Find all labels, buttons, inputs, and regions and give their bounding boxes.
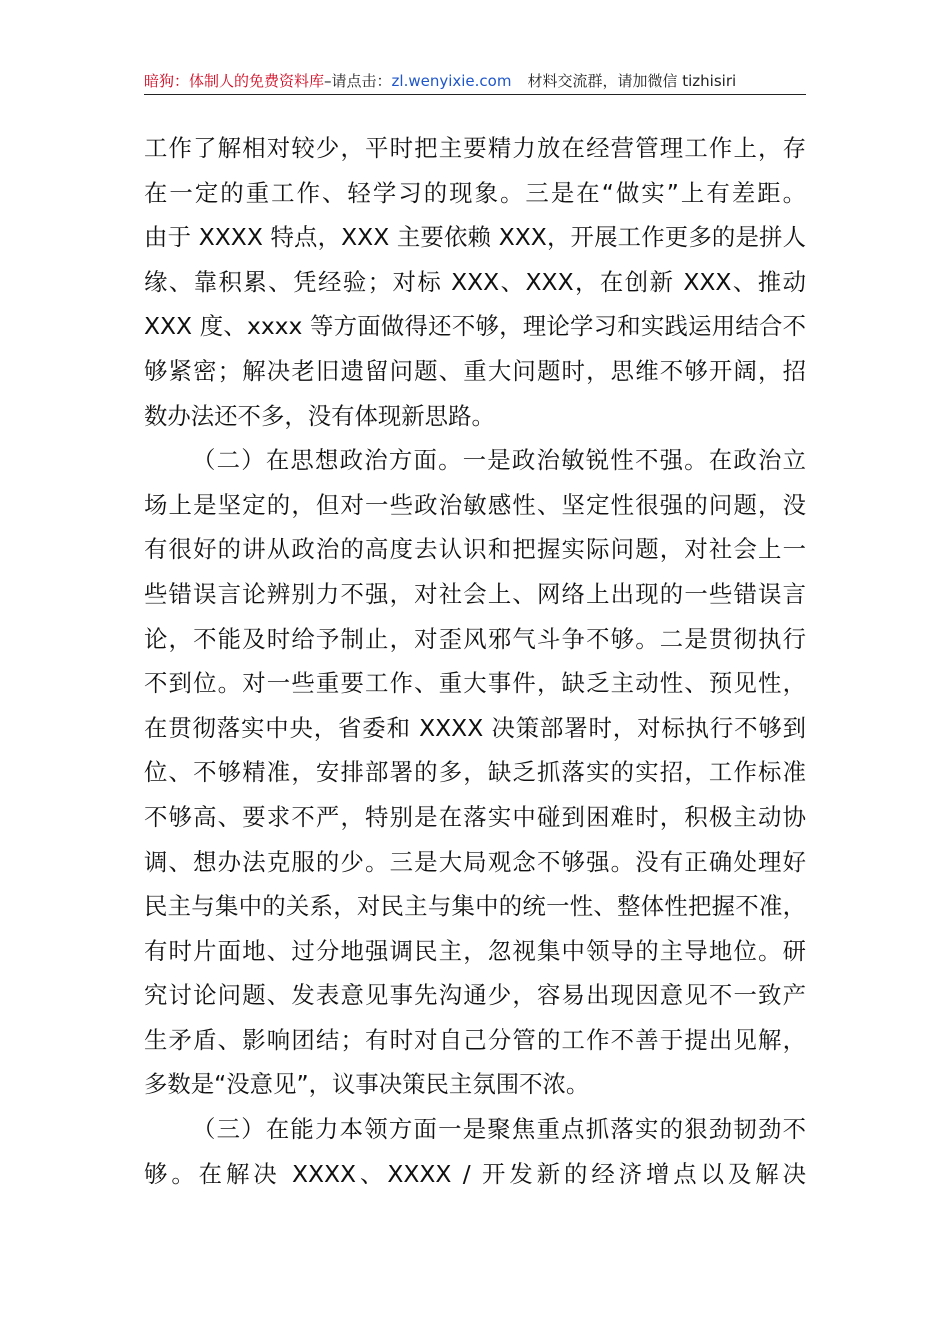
text-line: 由于 XXXX 特点，XXX 主要依赖 XXX，开展工作更多的是拼人 <box>144 223 806 252</box>
header-group-note: 材料交流群，请加微信 tizhisiri <box>527 72 737 90</box>
text-line: 论，不能及时给予制止，对歪风邪气斗争不够。二是贯彻执行 <box>144 624 806 653</box>
text-line: 够紧密；解决老旧遗留问题、重大问题时，思维不够开阔，招 <box>144 356 806 385</box>
text-line: 生矛盾、影响团结；有时对自己分管的工作不善于提出见解， <box>144 1025 806 1054</box>
page-header <box>144 68 806 95</box>
text-line: 究讨论问题、发表意见事先沟通少，容易出现因意见不一致产 <box>144 981 806 1010</box>
text-line: 不到位。对一些重要工作、重大事件，缺乏主动性、预见性， <box>144 669 806 698</box>
text-line: XXX 度、xxxx 等方面做得还不够，理论学习和实践运用结合不 <box>144 312 806 341</box>
text-line: 工作了解相对较少，平时把主要精力放在经营管理工作上，存 <box>144 134 806 162</box>
text-line: 场上是坚定的，但对一些政治敏感性、坚定性很强的问题，没 <box>144 490 806 519</box>
text-line: 在一定的重工作、轻学习的现象。三是在“做实”上有差距。 <box>144 178 806 207</box>
text-line: 不够高、要求不严，特别是在落实中碰到困难时，积极主动协 <box>144 802 806 831</box>
text-line: 有时片面地、过分地强调民主，忽视集中领导的主导地位。研 <box>144 936 806 965</box>
section-heading-line: （二）在思想政治方面。一是政治敏锐性不强。在政治立 <box>192 446 806 475</box>
text-line: 些错误言论辨别力不强，对社会上、网络上出现的一些错误言 <box>144 579 806 608</box>
document-body <box>144 126 806 1196</box>
text-line: 数办法还不多，没有体现新思路。 <box>144 401 495 430</box>
text-line: 位、不够精准，安排部署的多，缺乏抓落实的实招，工作标准 <box>144 758 806 787</box>
header-link[interactable]: zl.wenyixie.com <box>391 72 512 90</box>
header-brand: 暗狗：体制人的免费资料库 <box>144 72 325 90</box>
header-click-prompt: –请点击： <box>324 72 392 90</box>
section-heading-line: （三）在能力本领方面一是聚焦重点抓落实的狠劲韧劲不 <box>192 1115 806 1144</box>
text-line: 民主与集中的关系，对民主与集中的统一性、整体性把握不准， <box>144 892 806 921</box>
text-line: 调、想办法克服的少。三是大局观念不够强。没有正确处理好 <box>144 847 806 876</box>
text-line: 有很好的讲从政治的高度去认识和把握实际问题，对社会上一 <box>144 535 806 564</box>
text-line: 够。在解决 XXXX、XXXX / 开发新的经济增点以及解决 <box>144 1159 806 1188</box>
text-line: 多数是“没意见”，议事决策民主氛围不浓。 <box>144 1070 590 1099</box>
text-line: 在贯彻落实中央，省委和 XXXX 决策部署时，对标执行不够到 <box>144 713 806 742</box>
text-line: 缘、靠积累、凭经验；对标 XXX、XXX，在创新 XXX、推动 <box>144 267 806 296</box>
